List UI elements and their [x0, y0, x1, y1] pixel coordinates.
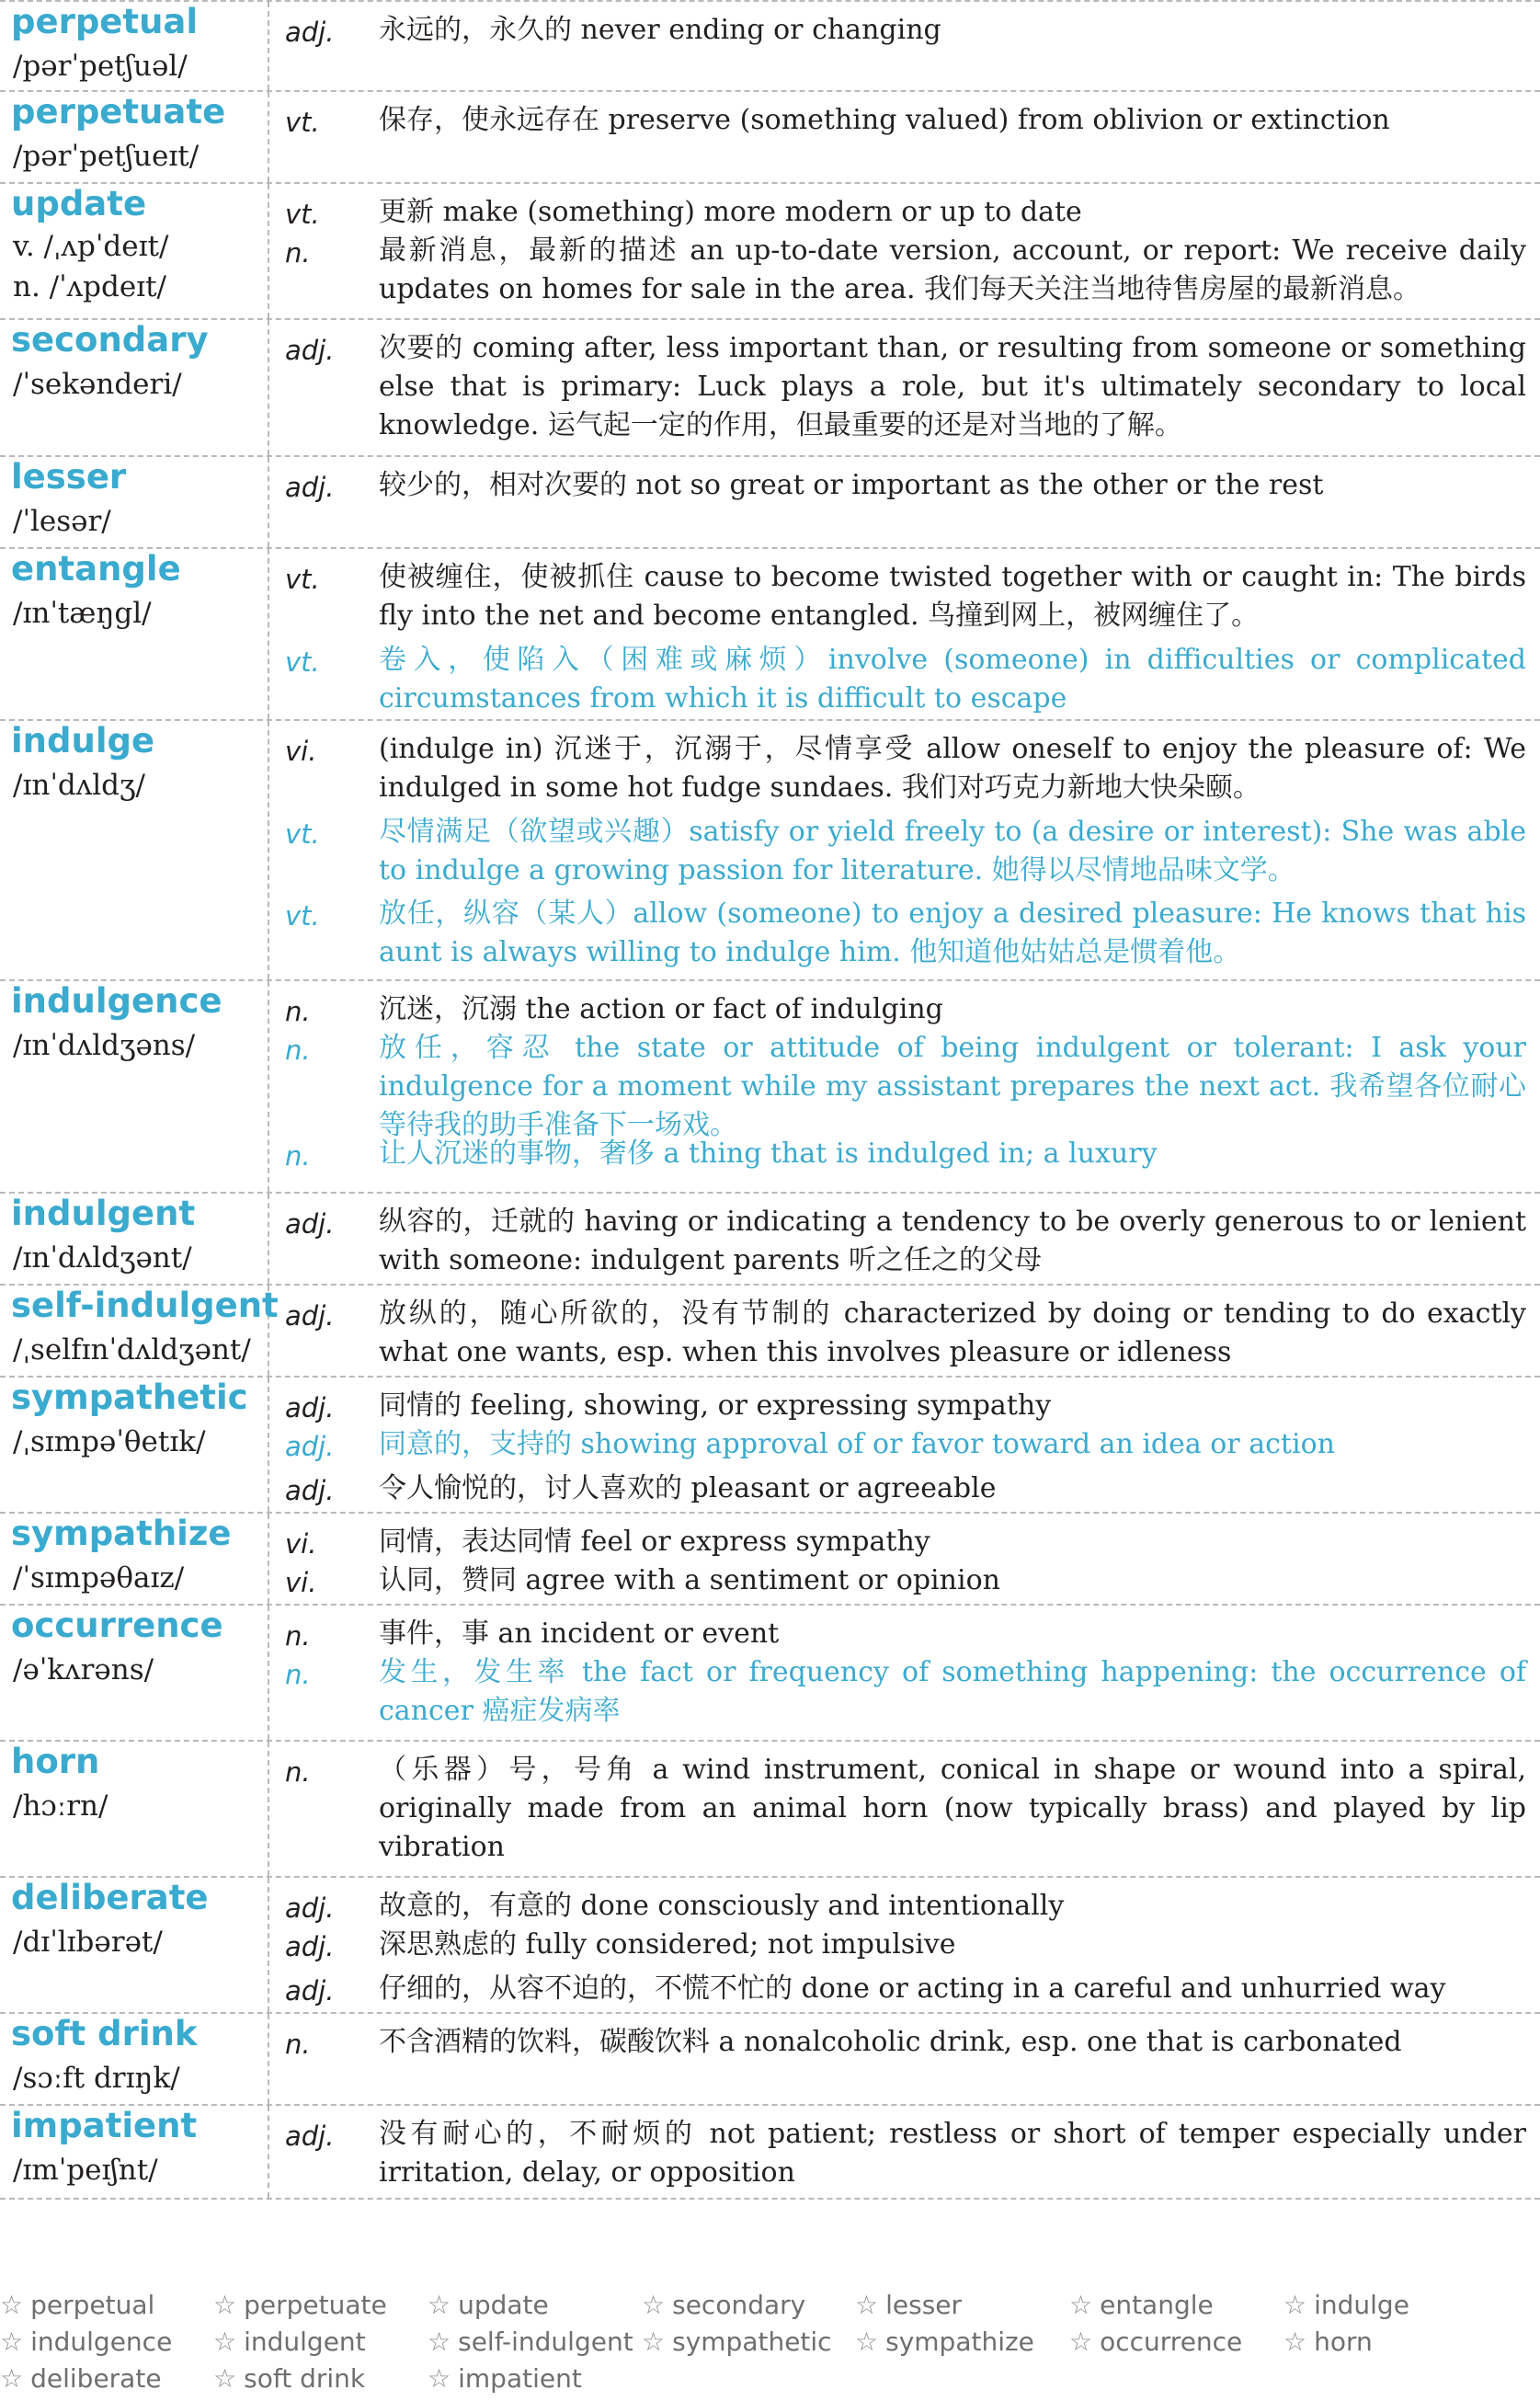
headword[interactable]: indulgent — [11, 1194, 196, 1233]
part-of-speech: n. — [285, 1659, 311, 1690]
review-word-label: sympathetic — [672, 2327, 832, 2357]
headword[interactable]: perpetual — [11, 2, 199, 41]
part-of-speech: adj. — [285, 1392, 335, 1423]
star-icon: ☆ — [1283, 2327, 1307, 2357]
headword-cell — [0, 721, 269, 979]
definition: 放纵的，随心所欲的，没有节制的 characterized by doing or tending to do exactly what one wants, esp. when this involves pleasure or idleness — [379, 1298, 1526, 1368]
entry-row — [0, 1742, 1540, 1878]
part-of-speech: vi. — [285, 736, 317, 767]
entry-row — [0, 981, 1540, 1194]
part-of-speech: vt. — [285, 646, 320, 678]
pronunciation: /ɪnˈdʌldʒ/ — [13, 769, 145, 802]
headword-cell — [0, 981, 269, 1192]
entry-row — [0, 721, 1540, 981]
star-icon: ☆ — [213, 2327, 237, 2357]
headword-cell — [0, 1606, 269, 1740]
definition: 没有耐心的，不耐烦的 not patient; restless or short of temper especially under irritation, delay, or opposition — [379, 2118, 1526, 2189]
part-of-speech: n. — [285, 1140, 311, 1172]
review-word[interactable] — [213, 2327, 366, 2357]
part-of-speech: adj. — [285, 335, 335, 366]
headword-cell — [0, 549, 269, 719]
entry-row — [0, 1514, 1540, 1606]
review-word[interactable] — [1069, 2327, 1242, 2357]
definition: 同情，表达同情 feel or express sympathy — [379, 1526, 930, 1558]
definition: 同情的 feeling, showing, or expressing sympathy — [379, 1389, 1052, 1422]
review-word[interactable] — [0, 2290, 154, 2320]
part-of-speech: n. — [285, 1620, 311, 1652]
headword-cell — [0, 92, 269, 182]
definition: 较少的，相对次要的 not so great or important as the other or the rest — [379, 469, 1324, 501]
entry-row — [0, 1878, 1540, 2014]
pronunciation: /ˈlesər/ — [13, 505, 111, 538]
part-of-speech: adj. — [285, 1431, 335, 1462]
star-icon: ☆ — [213, 2290, 237, 2320]
definition: 令人愉悦的，讨人喜欢的 pleasant or agreeable — [379, 1472, 997, 1504]
review-word[interactable] — [855, 2327, 1034, 2357]
headword[interactable]: sympathize — [11, 1514, 232, 1553]
star-icon: ☆ — [428, 2327, 451, 2357]
star-icon: ☆ — [213, 2363, 237, 2394]
part-of-speech: vt. — [285, 900, 320, 932]
definition: 不含酒精的饮料，碳酸饮料 a nonalcoholic drink, esp. one that is carbonated — [379, 2026, 1402, 2058]
entry-row — [0, 2106, 1540, 2200]
part-of-speech: vi. — [285, 1528, 317, 1560]
headword[interactable]: deliberate — [11, 1878, 209, 1917]
star-icon: ☆ — [1069, 2290, 1093, 2320]
pronunciation: /dɪˈlɪbərət/ — [13, 1926, 163, 1959]
pronunciation: /sɔːft drɪŋk/ — [13, 2062, 180, 2095]
definition: 次要的 coming after, less important than, or resulting from someone or something else that is primary: Luck plays a role, but it's ultimately secondary to local knowledge. 运气起一定的作用，但最重要的还是对当地的了解。 — [379, 332, 1526, 441]
pronunciation: /əˈkʌrəns/ — [13, 1653, 154, 1686]
definition: 保存，使永远存在 preserve (something valued) from oblivion or extinction — [379, 104, 1390, 136]
definition: 使被缠住，使被抓住 cause to become twisted together with or caught in: The birds fly into the net and become entangled. 鸟撞到网上，被网缠住了。 — [379, 561, 1526, 632]
review-word-label: indulgent — [244, 2327, 366, 2357]
entry-row — [0, 1378, 1540, 1514]
headword-cell — [0, 2106, 269, 2198]
review-word[interactable] — [855, 2290, 962, 2320]
review-word[interactable] — [0, 2363, 162, 2394]
part-of-speech: adj. — [285, 1300, 335, 1332]
headword[interactable]: update — [11, 184, 147, 223]
star-icon: ☆ — [1283, 2290, 1307, 2320]
part-of-speech: vt. — [285, 564, 320, 595]
headword-cell — [0, 2014, 269, 2104]
definition: 事件，事 an incident or event — [379, 1618, 780, 1650]
review-word-label: occurrence — [1100, 2327, 1243, 2357]
headword-cell — [0, 1514, 269, 1604]
entry-row — [0, 0, 1540, 92]
star-icon: ☆ — [0, 2363, 24, 2394]
review-word-label: self-indulgent — [458, 2327, 633, 2357]
pronunciation-alt: n. /ˈʌpdeɪt/ — [13, 270, 167, 303]
pronunciation: /hɔːrn/ — [13, 1789, 108, 1823]
review-word-label: perpetuate — [244, 2290, 387, 2320]
definition: 发生，发生率 the fact or frequency of something happening: the occurrence of cancer 癌症发病率 — [379, 1656, 1526, 1727]
review-word-label: impatient — [458, 2363, 582, 2394]
definition: 放任，纵容（某人）allow (someone) to enjoy a desired pleasure: He knows that his aunt is always willing to indulge him. 他知道他姑姑总是惯着他。 — [379, 898, 1526, 968]
part-of-speech: vt. — [285, 818, 320, 850]
definition: 最新消息，最新的描述 an up-to-date version, account, or report: We receive daily updates on homes for sale in the area. 我们每天关注当地待售房屋的最新消息。 — [379, 234, 1526, 305]
review-word-label: secondary — [672, 2290, 806, 2320]
star-icon: ☆ — [855, 2327, 879, 2357]
review-word-label: entangle — [1100, 2290, 1214, 2320]
headword[interactable]: impatient — [11, 2106, 198, 2145]
definition: 深思熟虑的 fully considered; not impulsive — [379, 1928, 956, 1961]
part-of-speech: adj. — [285, 472, 335, 503]
part-of-speech: adj. — [285, 1208, 335, 1240]
entry-row — [0, 457, 1540, 549]
part-of-speech: n. — [285, 237, 311, 269]
entry-row — [0, 1194, 1540, 1286]
headword-cell — [0, 457, 269, 547]
pronunciation: /ɪnˈdʌldʒənt/ — [13, 1241, 192, 1275]
entry-row — [0, 549, 1540, 721]
headword[interactable]: self-indulgent — [11, 1286, 279, 1325]
star-icon: ☆ — [642, 2290, 666, 2320]
part-of-speech: n. — [285, 1756, 311, 1788]
definition: 沉迷，沉溺 the action or fact of indulging — [379, 993, 943, 1025]
part-of-speech: adj. — [285, 17, 335, 48]
definition: (indulge in) 沉迷于，沉溺于，尽情享受 allow oneself to enjoy the pleasure of: We indulged in some hot fudge sundaes. 我们对巧克力新地大快朵颐。 — [379, 733, 1526, 804]
review-word-list — [0, 2290, 1540, 2401]
pronunciation: /ˌselfɪnˈdʌldʒənt/ — [13, 1333, 251, 1366]
star-icon: ☆ — [1069, 2327, 1093, 2357]
headword[interactable]: lesser — [11, 457, 127, 497]
headword[interactable]: perpetuate — [11, 92, 226, 131]
pronunciation: /ɪmˈpeɪʃnt/ — [13, 2154, 158, 2187]
part-of-speech: adj. — [285, 1931, 335, 1962]
headword[interactable]: sympathetic — [11, 1378, 248, 1417]
definition: 同意的，支持的 showing approval of or favor toward an idea or action — [379, 1428, 1335, 1460]
review-word[interactable] — [1283, 2290, 1409, 2320]
headword[interactable]: entangle — [11, 549, 181, 589]
part-of-speech: adj. — [285, 2121, 335, 2152]
definition: 纵容的，迁就的 having or indicating a tendency to be overly generous to or lenient with someone: indulgent parents 听之任之的父母 — [379, 1206, 1526, 1276]
review-word[interactable] — [0, 2327, 172, 2357]
review-word-label: deliberate — [30, 2363, 162, 2394]
definition: 卷入，使陷入（困难或麻烦）involve (someone) in difficulties or complicated circumstances from which it is difficult to escape — [379, 644, 1526, 715]
pronunciation: /pərˈpetʃueɪt/ — [13, 140, 200, 173]
part-of-speech: adj. — [285, 1975, 335, 2007]
headword[interactable]: indulgence — [11, 981, 222, 1021]
review-word-label: lesser — [885, 2290, 963, 2320]
headword[interactable]: indulge — [11, 721, 155, 760]
review-word[interactable] — [1283, 2327, 1373, 2357]
part-of-speech: n. — [285, 996, 311, 1027]
entry-row — [0, 1606, 1540, 1742]
part-of-speech: vt. — [285, 107, 320, 138]
headword[interactable]: secondary — [11, 320, 209, 360]
star-icon: ☆ — [0, 2327, 24, 2357]
headword-cell — [0, 184, 269, 318]
entry-row — [0, 320, 1540, 457]
headword-cell — [0, 1194, 269, 1284]
definition: 认同，赞同 agree with a sentiment or opinion — [379, 1564, 1000, 1596]
review-word[interactable] — [642, 2290, 805, 2320]
pronunciation: /ˌsɪmpəˈθetɪk/ — [13, 1425, 206, 1458]
entry-row — [0, 2014, 1540, 2106]
headword-cell — [0, 320, 269, 455]
headword-cell — [0, 1378, 269, 1512]
entry-row — [0, 184, 1540, 320]
review-word-label: indulge — [1314, 2290, 1409, 2320]
review-word[interactable] — [428, 2290, 549, 2320]
review-word[interactable] — [642, 2327, 832, 2357]
part-of-speech: vi. — [285, 1567, 317, 1598]
headword[interactable]: soft drink — [11, 2014, 198, 2053]
review-word[interactable] — [1069, 2290, 1214, 2320]
star-icon: ☆ — [855, 2290, 879, 2320]
definition: 尽情满足（欲望或兴趣）satisfy or yield freely to (a desire or interest): She was able to indulge a growing passion for literature. 她得以尽情地品味文学。 — [379, 816, 1526, 886]
definition: 故意的，有意的 done consciously and intentionally — [379, 1890, 1065, 1922]
part-of-speech: n. — [285, 1035, 311, 1066]
definition: 放任，容忍 the state or attitude of being indulgent or tolerant: I ask your indulgence for a moment while my assistant prepares the next act. 我希望各位耐心等待我的助手准备下一场戏。 — [379, 1032, 1526, 1141]
review-word-label: horn — [1314, 2327, 1373, 2357]
headword-cell — [0, 1878, 269, 2012]
review-word-label: update — [458, 2290, 549, 2320]
review-word-label: sympathize — [885, 2327, 1034, 2357]
headword[interactable]: occurrence — [11, 1606, 223, 1645]
definition: 仔细的，从容不迫的，不慌不忙的 done or acting in a careful and unhurried way — [379, 1972, 1446, 2005]
entry-row — [0, 1286, 1540, 1378]
star-icon: ☆ — [428, 2290, 451, 2320]
part-of-speech: adj. — [285, 1892, 335, 1924]
definition: 让人沉迷的事物，奢侈 a thing that is indulged in; a luxury — [379, 1138, 1158, 1170]
entry-row — [0, 92, 1540, 184]
definition: （乐器）号，号角 a wind instrument, conical in shape or wound into a spiral, originally made from an animal horn (now typically brass) and played by lip vibration — [379, 1754, 1526, 1863]
review-word-label: perpetual — [30, 2290, 155, 2320]
pronunciation: v. /ˌʌpˈdeɪt/ — [13, 230, 169, 263]
review-word-label: soft drink — [244, 2363, 366, 2394]
review-word[interactable] — [428, 2363, 582, 2394]
pronunciation: /ˈsekənderi/ — [13, 368, 182, 401]
star-icon: ☆ — [642, 2327, 666, 2357]
review-word[interactable] — [213, 2290, 387, 2320]
review-word[interactable] — [213, 2363, 365, 2394]
headword-cell — [0, 1742, 269, 1876]
definition: 更新 make (something) more modern or up to date — [379, 196, 1082, 228]
part-of-speech: adj. — [285, 1475, 335, 1506]
pronunciation: /ɪnˈdʌldʒəns/ — [13, 1029, 196, 1062]
star-icon: ☆ — [0, 2290, 24, 2320]
headword[interactable]: horn — [11, 1742, 100, 1781]
review-word[interactable] — [428, 2327, 633, 2357]
review-word-label: indulgence — [30, 2327, 173, 2357]
part-of-speech: vt. — [285, 199, 320, 230]
part-of-speech: n. — [285, 2029, 311, 2060]
headword-cell — [0, 2, 269, 90]
pronunciation: /ˈsɪmpəθaɪz/ — [13, 1561, 185, 1595]
definition: 永远的，永久的 never ending or changing — [379, 14, 941, 46]
pronunciation: /ɪnˈtæŋgl/ — [13, 597, 152, 630]
star-icon: ☆ — [428, 2363, 451, 2394]
headword-cell — [0, 1286, 279, 1376]
pronunciation: /pərˈpetʃuəl/ — [13, 50, 188, 83]
